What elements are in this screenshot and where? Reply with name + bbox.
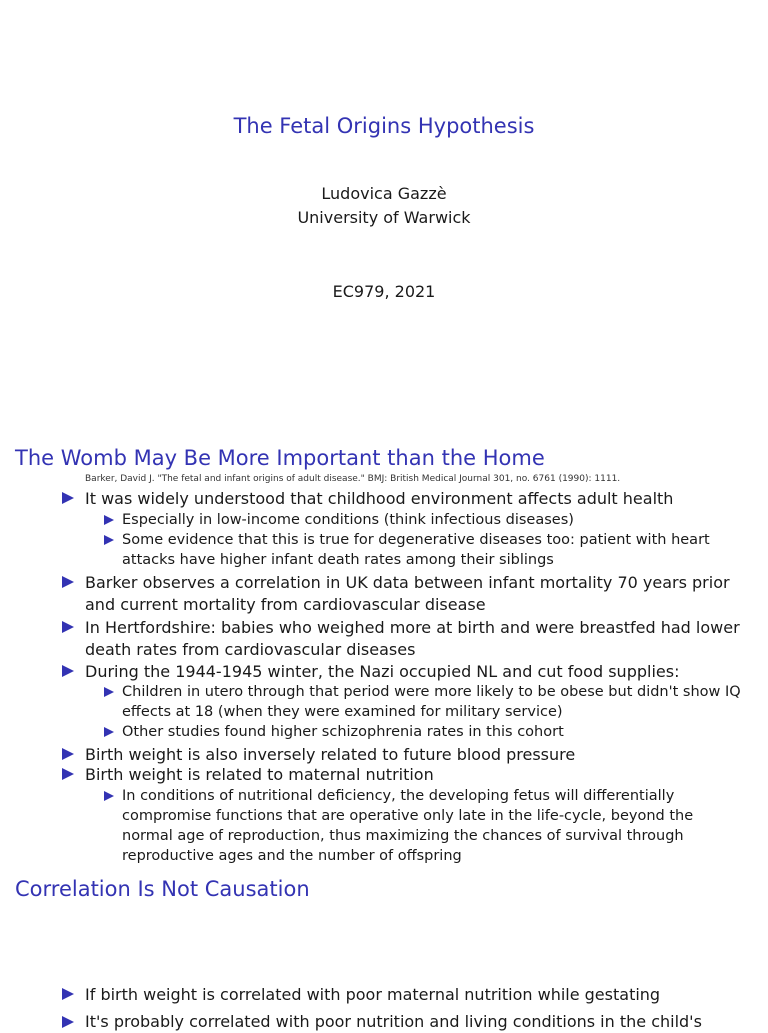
list-item: Birth weight is related to maternal nutrition	[85, 765, 434, 784]
sub-bullet-triangle-icon	[104, 727, 114, 737]
slide-3-heading: Correlation Is Not Causation	[15, 877, 310, 901]
author-name: Ludovica Gazzè	[321, 184, 447, 203]
bullet-triangle-icon	[62, 768, 74, 780]
bullet-triangle-icon	[62, 492, 74, 504]
course-label: EC979, 2021	[332, 282, 436, 301]
bullet-triangle-icon	[62, 665, 74, 677]
list-item: Birth weight is also inversely related to future blood pressure	[85, 745, 576, 764]
sub-bullet-triangle-icon	[104, 687, 114, 697]
sub-bullet-triangle-icon	[104, 535, 114, 545]
bullet-triangle-icon	[62, 1016, 74, 1028]
bullet-triangle-icon	[62, 748, 74, 760]
sub-list-item: Especially in low-income conditions (think infectious diseases)	[122, 512, 574, 528]
sub-bullet-triangle-icon	[104, 791, 114, 801]
bullet-triangle-icon	[62, 576, 74, 588]
slide-title: The Fetal Origins Hypothesis	[233, 114, 535, 138]
author-affiliation: University of Warwick	[297, 208, 471, 227]
bullet-triangle-icon	[62, 621, 74, 633]
list-item: In Hertfordshire: babies who weighed more at birth and were breastfed had lower death rates from cardiovascular diseases	[85, 618, 740, 659]
sub-list-item: In conditions of nutritional deficiency, the developing fetus will differentially compromise functions that are operative only late in the life-cycle, beyond the normal age of reproduction, thus maximizing the chances of survival through reproductive ages and the number of offspring	[122, 788, 694, 864]
bullet-triangle-icon	[62, 988, 74, 1000]
reference-citation: Barker, David J. "The fetal and infant origins of adult disease." BMJ: British Medical Journal 301, no. 6761 (1990): 1111.	[85, 474, 621, 484]
list-item: It was widely understood that childhood environment affects adult health	[85, 489, 674, 508]
slide-2-heading: The Womb May Be More Important than the Home	[15, 446, 545, 470]
sub-list-item: Children in utero through that period were more likely to be obese but didn't show IQ effects at 18 (when they were examined for military service)	[122, 684, 741, 720]
sub-bullet-triangle-icon	[104, 515, 114, 525]
list-item: Barker observes a correlation in UK data between infant mortality 70 years prior and current mortality from cardiovascular disease	[85, 573, 730, 614]
list-item: If birth weight is correlated with poor maternal nutrition while gestating	[85, 985, 661, 1004]
sub-list-item: Some evidence that this is true for degenerative diseases too: patient with heart attacks have higher infant death rates among their siblings	[122, 532, 710, 568]
list-item: It's probably correlated with poor nutrition and living conditions in the child's	[85, 1012, 702, 1031]
sub-list-item: Other studies found higher schizophrenia rates in this cohort	[122, 724, 564, 740]
list-item: During the 1944-1945 winter, the Nazi occupied NL and cut food supplies:	[85, 662, 680, 681]
